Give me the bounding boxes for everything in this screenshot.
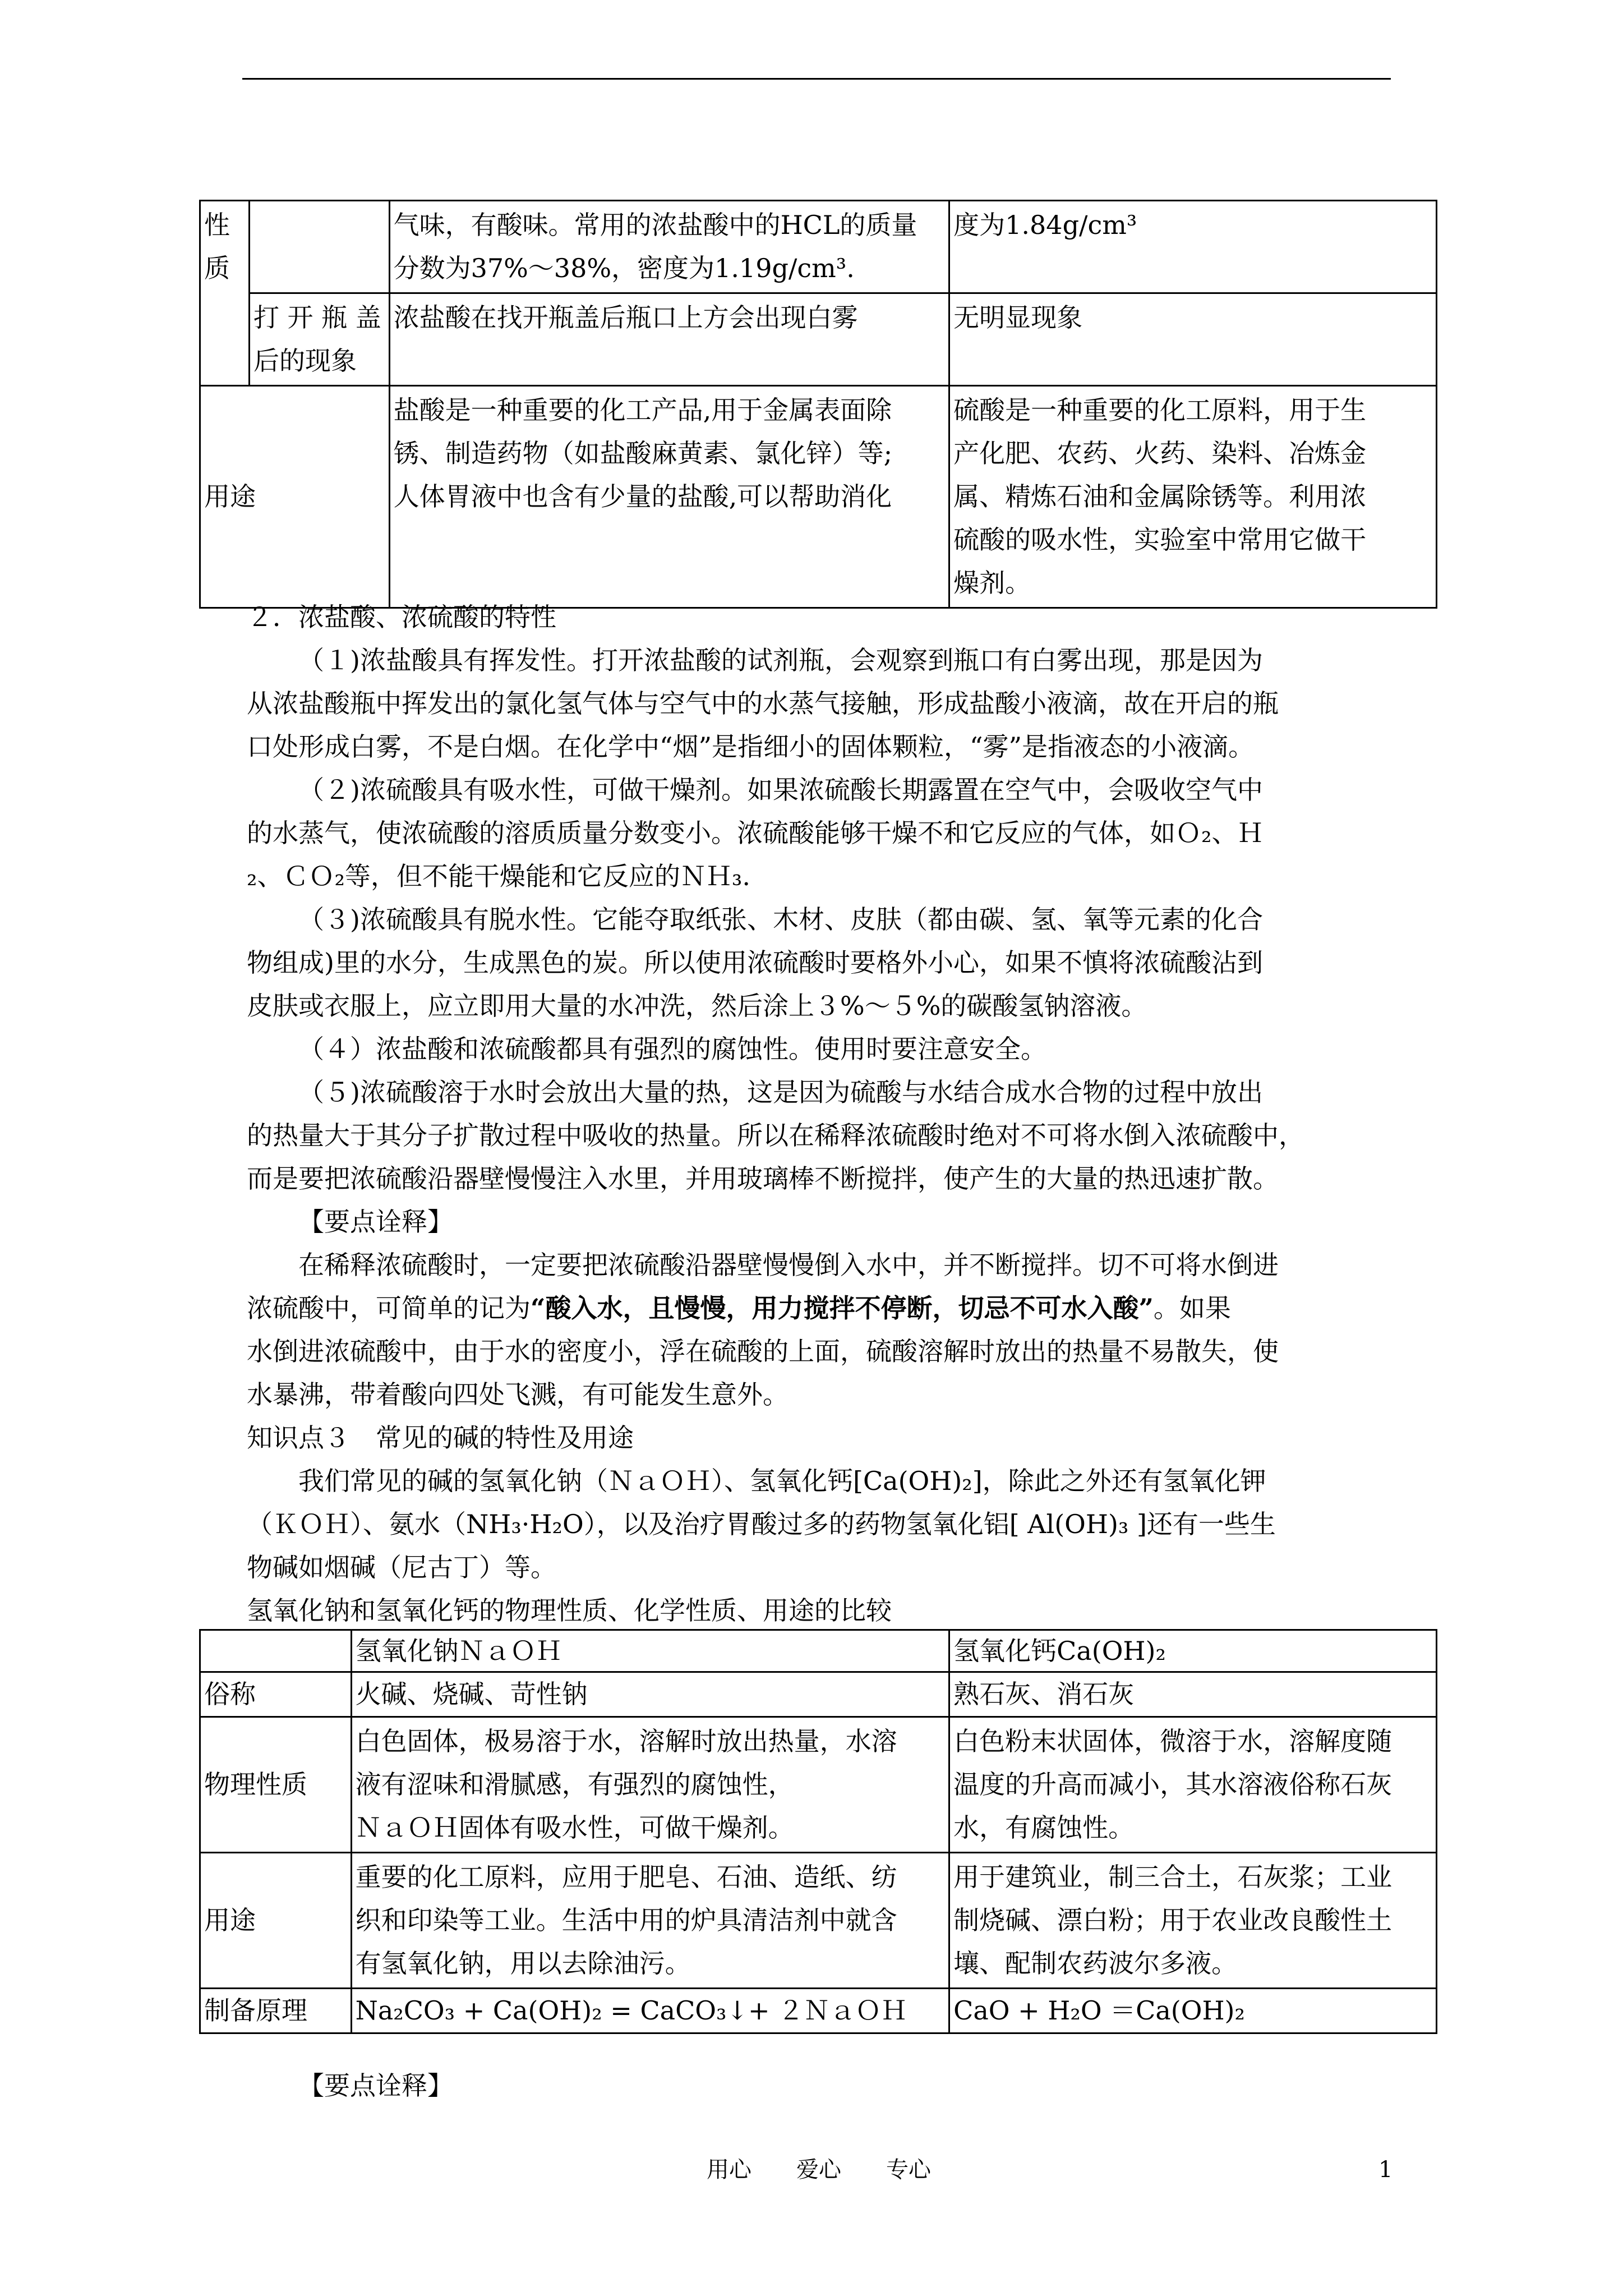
table-row-label: 制备原理 [200, 1989, 352, 2033]
table-cell-h2so4: 度为1.84g/cm³ [949, 201, 1437, 293]
body-text [247, 596, 1441, 1632]
table-cell [200, 1630, 352, 1672]
table-row [200, 1672, 1437, 1717]
table-cell-hcl: 盐酸是一种重要的化工产品,用于金属表面除 锈、制造药物（如盐酸麻黄素、氯化锌）等; 人体胃液中也含有少量的盐酸,可以帮助消化 [389, 386, 949, 608]
paragraph-line: （４）浓盐酸和浓硫酸都具有强烈的腐蚀性。使用时要注意安全。 [298, 1034, 1046, 1064]
acid-comparison-table [199, 200, 1437, 609]
key-points-heading: 【要点诠释】 [298, 2070, 453, 2101]
table-row [200, 386, 1437, 608]
table-cell-caoh: 白色粉末状固体，微溶于水，溶解度随 温度的升高而减小，其水溶液俗称石灰 水，有腐蚀性。 [949, 1717, 1437, 1853]
paragraph-line: （１)浓盐酸具有挥发性。打开浓盐酸的试剂瓶，会观察到瓶口有白雾出现，那是因为 [298, 645, 1263, 675]
table-cell-naoh: 重要的化工原料，应用于肥皂、石油、造纸、纺 织和印染等工业。生活中用的炉具清洁剂中就含 有氢氧化钠，用以去除油污。 [351, 1853, 949, 1989]
paragraph-line: （２)浓硫酸具有吸水性，可做干燥剂。如果浓硫酸长期露置在空气中，会吸收空气中 [298, 775, 1263, 805]
table-cell-h2so4: 硫酸是一种重要的化工原料，用于生 产化肥、农药、火药、染料、冶炼金 属、精炼石油和金属除锈等。利用浓 硫酸的吸水性，实验室中常用它做干 燥剂。 [949, 386, 1437, 608]
table-row [200, 1853, 1437, 1989]
table-cell-caoh: 用于建筑业，制三合土，石灰浆；工业 制烧碱、漂白粉；用于农业改良酸性土 壤、配制农药波尔多液。 [949, 1853, 1437, 1989]
table-cell-sub: 打 开 瓶 盖 后的现象 [249, 293, 389, 386]
table-cell-naoh: Na₂CO₃ + Ca(OH)₂ = CaCO₃↓+ ２ＮａＯＨ [351, 1989, 949, 2033]
paragraph-line: ₂、ＣＯ₂等，但不能干燥能和它反应的ＮＨ₃. [247, 861, 750, 891]
base-comparison-table [199, 1629, 1437, 2034]
table-cell-sub [249, 201, 389, 293]
table-header-naoh: 氢氧化钠ＮａＯＨ [351, 1630, 949, 1672]
paragraph-line: 口处形成白雾，不是白烟。在化学中“烟”是指细小的固体颗粒，“雾”是指液态的小液滴。 [247, 731, 1255, 762]
table-header-caoh: 氢氧化钙Ca(OH)₂ [949, 1630, 1437, 1672]
key-points-heading: 【要点诠释】 [298, 1207, 453, 1237]
paragraph-line: 的热量大于其分子扩散过程中吸收的热量。所以在稀释浓硫酸时绝对不可将水倒入浓硫酸中， [247, 1120, 1304, 1151]
table-cell-hcl: 气味，有酸味。常用的浓盐酸中的HCL的质量 分数为37%～38%，密度为1.19g/cm³. [389, 201, 949, 293]
table-row-label: 俗称 [200, 1672, 352, 1717]
section-heading: ２．浓盐酸、浓硫酸的特性 [247, 602, 556, 632]
paragraph-line: 物碱如烟碱（尼古丁）等。 [247, 1552, 556, 1582]
table-row-label: 用途 [200, 1853, 352, 1989]
paragraph-line: 从浓盐酸瓶中挥发出的氯化氢气体与空气中的水蒸气接触，形成盐酸小液滴，故在开启的瓶 [247, 688, 1279, 719]
table-cell-property: 性 质 [200, 201, 250, 386]
text-span: 。如果 [1153, 1293, 1231, 1323]
table-row [200, 1989, 1437, 2033]
table-row [200, 201, 1437, 293]
knowledge-point-heading: 知识点３ 常见的碱的特性及用途 [247, 1423, 634, 1453]
table-header-row [200, 1630, 1437, 1672]
table-cell-h2so4: 无明显现象 [949, 293, 1437, 386]
table-cell-hcl: 浓盐酸在找开瓶盖后瓶口上方会出现白雾 [389, 293, 949, 386]
table-cell-naoh: 白色固体，极易溶于水，溶解时放出热量，水溶 液有涩味和滑腻感，有强烈的腐蚀性， ＮａＯＨ固体有吸水性，可做干燥剂。 [351, 1717, 949, 1853]
paragraph-line: （３)浓硫酸具有脱水性。它能夺取纸张、木材、皮肤（都由碳、氢、氧等元素的化合 [298, 904, 1263, 935]
paragraph-line: 我们常见的碱的氢氧化钠（ＮａＯＨ）、氢氧化钙[Ca(OH)₂]，除此之外还有氢氧化钾 [298, 1466, 1266, 1496]
paragraph-line: 而是要把浓硫酸沿器壁慢慢注入水里，并用玻璃棒不断搅拌，使产生的大量的热迅速扩散。 [247, 1163, 1279, 1194]
table-row [200, 1717, 1437, 1853]
page-number: 1 [1378, 2157, 1393, 2183]
bold-mnemonic: “酸入水，且慢慢，用力搅拌不停断，切忌不可水入酸” [531, 1293, 1154, 1323]
table-cell-caoh: CaO + H₂O ＝Ca(OH)₂ [949, 1989, 1437, 2033]
header-rule [242, 78, 1391, 80]
paragraph-line: 水倒进浓硫酸中，由于水的密度小，浮在硫酸的上面，硫酸溶解时放出的热量不易散失，使 [247, 1336, 1279, 1366]
paragraph-line: 水暴沸，带着酸向四处飞溅，有可能发生意外。 [247, 1379, 789, 1410]
footer-motto: 用心 爱心 专心 [707, 2157, 931, 2183]
paragraph-line: （５)浓硫酸溶于水时会放出大量的热，这是因为硫酸与水结合成水合物的过程中放出 [298, 1077, 1263, 1107]
table-cell-caoh: 熟石灰、消石灰 [949, 1672, 1437, 1717]
paragraph-line: 的水蒸气，使浓硫酸的溶质质量分数变小。浓硫酸能够干燥不和它反应的气体，如Ｏ₂、Ｈ [247, 818, 1264, 848]
paragraph-line: 皮肤或衣服上，应立即用大量的水冲洗，然后涂上３%～５%的碳酸氢钠溶液。 [247, 991, 1147, 1021]
paragraph-line: 物组成)里的水分，生成黑色的炭。所以使用浓硫酸时要格外小心，如果不慎将浓硫酸沾到 [247, 947, 1263, 978]
paragraph-line: 在稀释浓硫酸时，一定要把浓硫酸沿器壁慢慢倒入水中，并不断搅拌。切不可将水倒进 [298, 1250, 1279, 1280]
table-row [200, 293, 1437, 386]
table-cell-naoh: 火碱、烧碱、苛性钠 [351, 1672, 949, 1717]
table-cell-usage-label: 用途 [200, 386, 390, 608]
table-row-label: 物理性质 [200, 1717, 352, 1853]
paragraph-line [247, 1287, 1441, 1330]
paragraph-line: （ＫＯＨ）、氨水（NH₃·H₂O），以及治疗胃酸过多的药物氢氧化铝[ Al(OH)₃ ]还有一些生 [247, 1509, 1276, 1539]
table-caption: 氢氧化钠和氢氧化钙的物理性质、化学性质、用途的比较 [247, 1595, 892, 1626]
text-span: 浓硫酸中，可简单的记为 [247, 1293, 531, 1323]
